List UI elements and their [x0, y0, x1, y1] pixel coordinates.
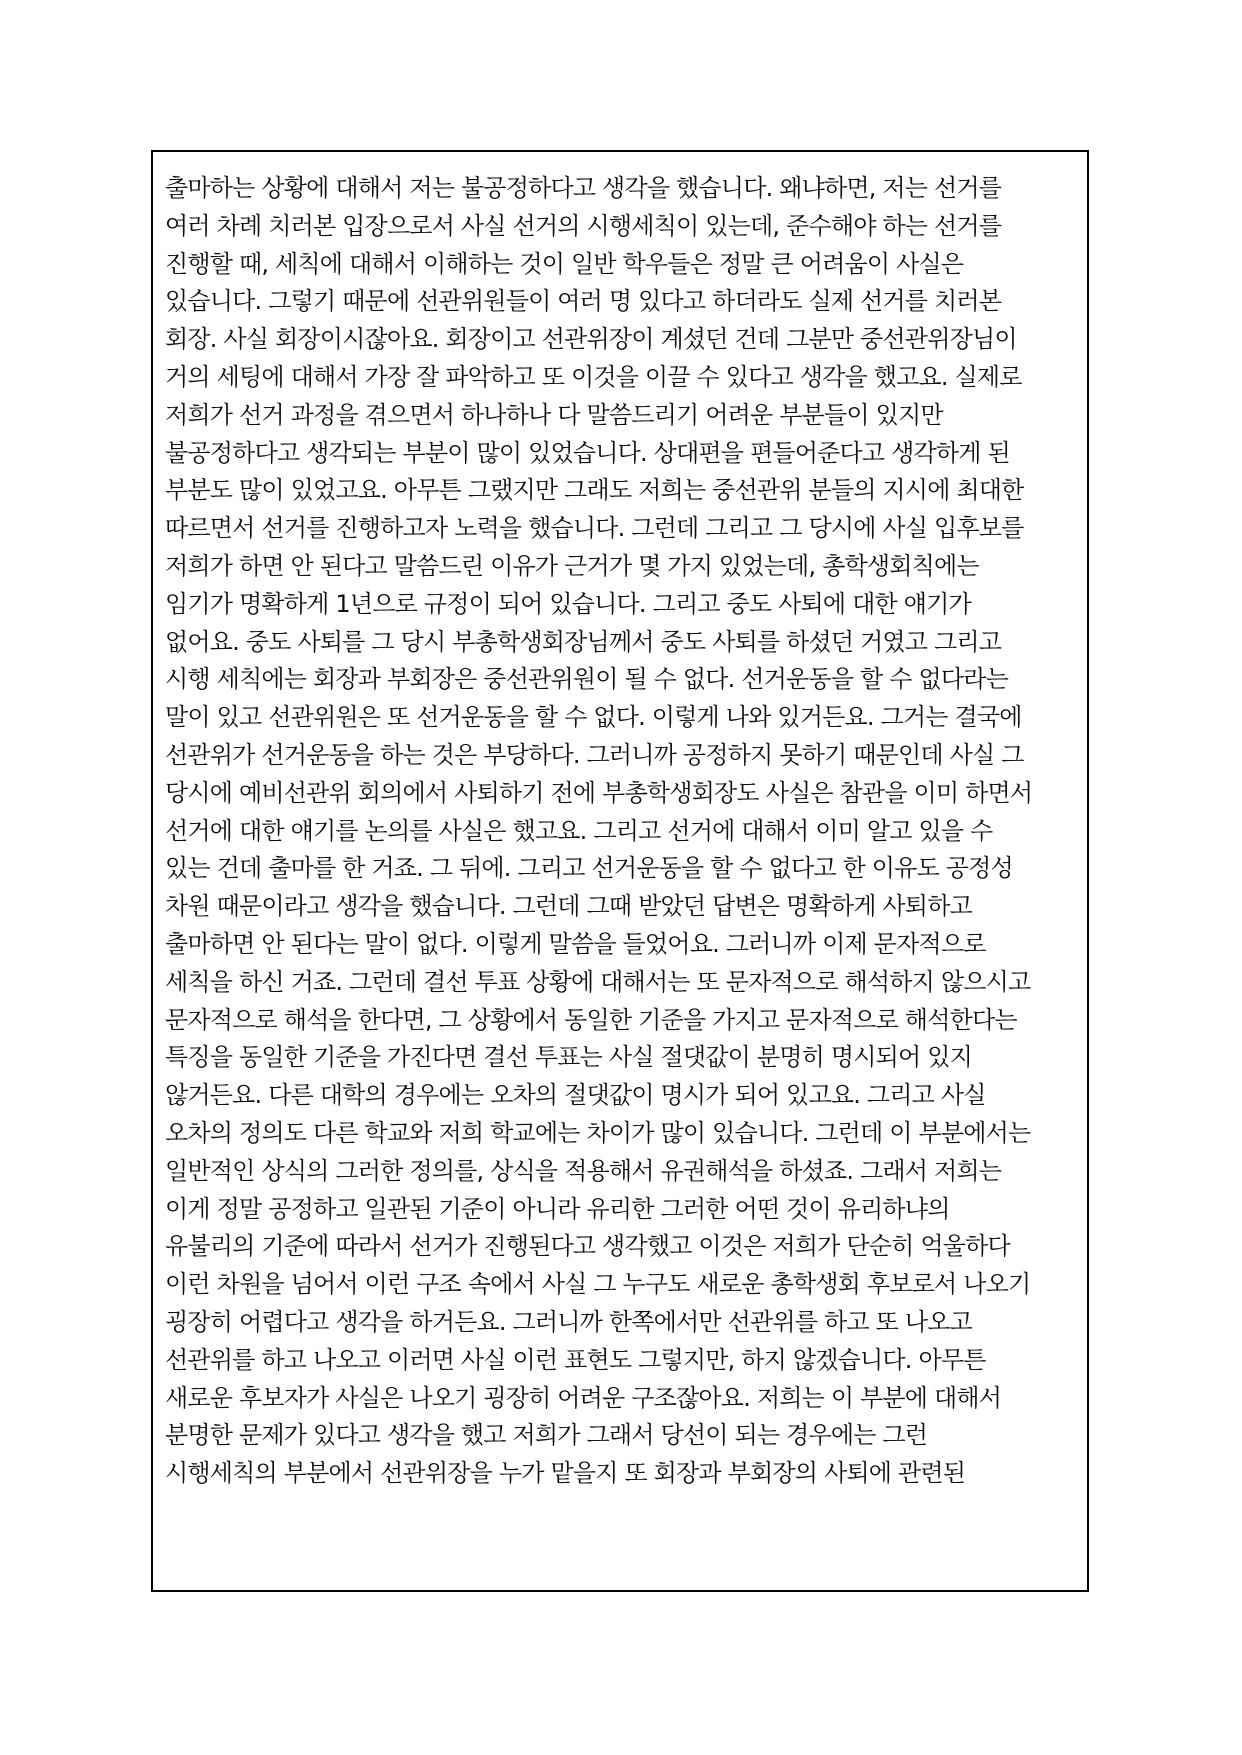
text-line-16: 선관위가 선거운동을 하는 것은 부당하다. 그러니까 공정하지 못하기 때문인데 사실 그 [165, 740, 1024, 769]
text-line-11: 저희가 하면 안 된다고 말씀드린 이유가 근거가 몇 가지 있었는데, 총학생회칙에는 [165, 551, 979, 580]
text-line-31: 굉장히 어렵다고 생각을 하거든요. 그러니까 한쪽에서만 선관위를 하고 또 나오고 [165, 1307, 972, 1336]
text-line-7: 저희가 선거 과정을 겪으면서 하나하나 다 말씀드리기 어려운 부분들이 있지만 [165, 400, 943, 429]
transcript-text-box [151, 150, 1089, 1592]
text-line-10: 따르면서 선거를 진행하고자 노력을 했습니다. 그런데 그리고 그 당시에 사실 입후보를 [165, 514, 1024, 543]
text-line-8: 불공정하다고 생각되는 부분이 많이 있었습니다. 상대편을 편들어준다고 생각하게 된 [165, 438, 1010, 467]
text-line-23: 문자적으로 해석을 한다면, 그 상황에서 동일한 기준을 가지고 문자적으로 해석한다는 [165, 1005, 1017, 1034]
text-line-18: 선거에 대한 얘기를 논의를 사실은 했고요. 그리고 선거에 대해서 이미 알고 있을 수 [165, 816, 993, 845]
text-line-13: 없어요. 중도 사퇴를 그 당시 부총학생회장님께서 중도 사퇴를 하셨던 거였고 그리고 [165, 627, 1002, 656]
text-line-14: 시행 세칙에는 회장과 부회장은 중선관위원이 될 수 없다. 선거운동을 할 수 없다라는 [165, 665, 1009, 694]
text-line-3: 진행할 때, 세칙에 대해서 이해하는 것이 일반 학우들은 정말 큰 어려움이 사실은 [165, 249, 964, 278]
text-line-2: 여러 차례 치러본 입장으로서 사실 선거의 시행세칙이 있는데, 준수해야 하는 선거를 [165, 211, 1002, 240]
text-line-4: 있습니다. 그렇기 때문에 선관위원들이 여러 명 있다고 하더라도 실제 선거를 치러본 [165, 287, 1002, 316]
text-line-29: 유불리의 기준에 따라서 선거가 진행된다고 생각했고 이것은 저희가 단순히 억울하다 [165, 1232, 1010, 1261]
text-line-20: 차원 때문이라고 생각을 했습니다. 그런데 그때 받았던 답변은 명확하게 사퇴하고 [165, 892, 972, 921]
text-line-9: 부분도 많이 있었고요. 아무튼 그랬지만 그래도 저희는 중선관위 분들의 지시에 최대한 [165, 476, 1024, 505]
text-line-1: 출마하는 상황에 대해서 저는 불공정하다고 생각을 했습니다. 왜냐하면, 저는 선거를 [165, 174, 1002, 202]
text-line-19: 있는 건데 출마를 한 거죠. 그 뒤에. 그리고 선거운동을 할 수 없다고 한 이유도 공정성 [165, 854, 1013, 883]
text-line-24: 특징을 동일한 기준을 가진다면 결선 투표는 사실 절댓값이 분명히 명시되어 있지 [165, 1043, 972, 1072]
text-line-15: 말이 있고 선관위원은 또 선거운동을 할 수 없다. 이렇게 나와 있거든요. 그거는 결국에 [165, 703, 1022, 732]
text-line-30: 이런 차원을 넘어서 이런 구조 속에서 사실 그 누구도 새로운 총학생회 후보로서 나오기 [165, 1270, 1031, 1299]
text-line-17: 당시에 예비선관위 회의에서 사퇴하기 전에 부총학생회장도 사실은 참관을 이미 하면서 [165, 778, 1033, 807]
text-line-21: 출마하면 안 된다는 말이 없다. 이렇게 말씀을 들었어요. 그러니까 이제 문자적으로 [165, 929, 986, 958]
text-line-26: 오차의 정의도 다른 학교와 저희 학교에는 차이가 많이 있습니다. 그런데 이 부분에서는 [165, 1118, 1031, 1147]
text-line-33: 새로운 후보자가 사실은 나오기 굉장히 어려운 구조잖아요. 저희는 이 부분에 대해서 [165, 1383, 1002, 1412]
text-line-34: 분명한 문제가 있다고 생각을 했고 저희가 그래서 당선이 되는 경우에는 그런 [165, 1421, 928, 1450]
text-line-35: 시행세칙의 부분에서 선관위장을 누가 맡을지 또 회장과 부회장의 사퇴에 관련된 [165, 1459, 966, 1488]
text-line-22: 세칙을 하신 거죠. 그런데 결선 투표 상황에 대해서는 또 문자적으로 해석하지 않으시고 [165, 967, 1031, 996]
text-line-5: 회장. 사실 회장이시잖아요. 회장이고 선관위장이 계셨던 건데 그분만 중선관위장님이 [165, 325, 1017, 354]
text-line-25: 않거든요. 다른 대학의 경우에는 오차의 절댓값이 명시가 되어 있고요. 그리고 사실 [165, 1081, 986, 1110]
text-line-32: 선관위를 하고 나오고 이러면 사실 이런 표현도 그렇지만, 하지 않겠습니다. 아무튼 [165, 1345, 986, 1374]
text-line-12: 임기가 명확하게 1년으로 규정이 되어 있습니다. 그리고 중도 사퇴에 대한 얘기가 [165, 589, 971, 618]
text-line-27: 일반적인 상식의 그러한 정의를, 상식을 적용해서 유권해석을 하셨죠. 그래서 저희는 [165, 1156, 1002, 1185]
text-line-6: 거의 세팅에 대해서 가장 잘 파악하고 또 이것을 이끌 수 있다고 생각을 했고요. 실제로 [165, 362, 1022, 391]
text-line-28: 이게 정말 공정하고 일관된 기준이 아니라 유리한 그러한 어떤 것이 유리하냐의 [165, 1194, 950, 1223]
